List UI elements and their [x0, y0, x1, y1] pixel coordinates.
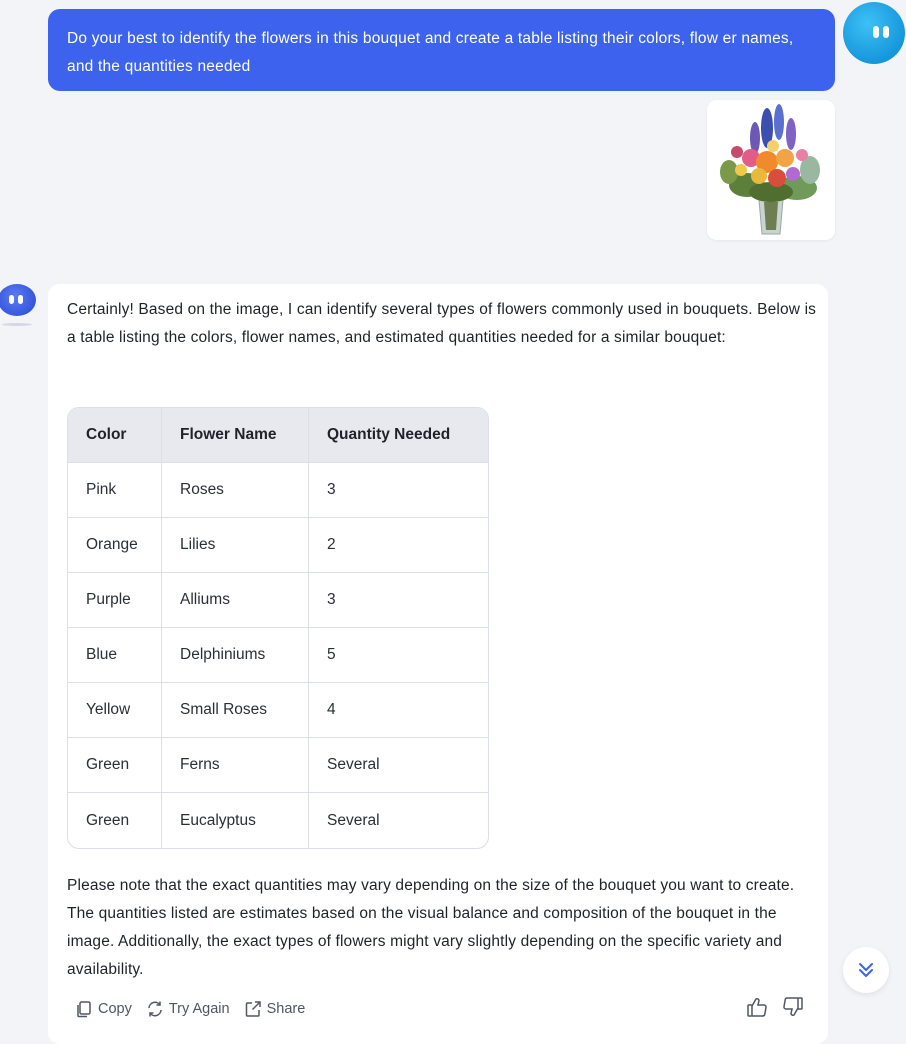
bot-avatar-shadow [2, 323, 32, 326]
thumbs-up-icon [746, 996, 768, 1018]
table-row [68, 573, 488, 628]
copy-label: Copy [98, 1001, 132, 1017]
user-avatar-icon[interactable] [843, 2, 905, 64]
double-chevron-down-icon [856, 960, 876, 980]
avatar-eye [9, 295, 14, 304]
try-again-button[interactable] [146, 1000, 230, 1018]
table-cell: Purple [68, 573, 162, 628]
thumbs-down-icon [782, 996, 804, 1018]
column-header-flower-name: Flower Name [162, 408, 309, 463]
table-cell: Alliums [162, 573, 309, 628]
user-message-text: Do your best to identify the flowers in this bouquet and create a table listing their colors, flow er names, and the quantities needed [67, 30, 794, 75]
table-cell: Several [309, 738, 488, 793]
table-cell: Roses [162, 463, 309, 518]
table-row [68, 463, 488, 518]
table-row [68, 628, 488, 683]
answer-note: Please note that the exact quantities may vary depending on the size of the bouquet you want to create. The quantities listed are estimates based on the visual balance and composition of the bouquet in the image. Additionally, the exact types of flowers might vary slightly depending on the specific variety and availability. [67, 877, 795, 978]
avatar-eye [883, 26, 889, 38]
thumbs-down-button[interactable] [782, 996, 804, 1018]
table-cell: Ferns [162, 738, 309, 793]
table-cell: Lilies [162, 518, 309, 573]
table-cell: Delphiniums [162, 628, 309, 683]
uploaded-image-card[interactable] [707, 100, 835, 240]
table-row [68, 738, 488, 793]
share-label: Share [266, 1001, 306, 1017]
share-button[interactable] [244, 1000, 306, 1018]
table-cell: Eucalyptus [162, 793, 309, 848]
avatar-eye [18, 295, 23, 304]
table-cell: Blue [68, 628, 162, 683]
table-cell: 5 [309, 628, 488, 683]
bot-avatar-icon [0, 284, 36, 316]
column-header-color: Color [68, 408, 162, 463]
table-cell: Small Roses [162, 683, 309, 738]
table-row [68, 518, 488, 573]
table-row [68, 793, 488, 848]
table-cell: Yellow [68, 683, 162, 738]
table-cell: Several [327, 811, 380, 829]
copy-icon [75, 1000, 93, 1018]
column-header-quantity: Quantity Needed [309, 408, 488, 463]
thumbs-up-button[interactable] [746, 996, 768, 1018]
share-icon [244, 1000, 262, 1018]
table-cell: 3 [309, 573, 488, 628]
message-actions [75, 998, 319, 1020]
table-cell: 3 [309, 463, 488, 518]
avatar-eye [873, 26, 879, 38]
table-cell: Orange [68, 518, 162, 573]
refresh-icon [146, 1000, 164, 1018]
assistant-message-card [48, 284, 828, 1044]
flower-table [67, 407, 489, 849]
answer-intro: Certainly! Based on the image, I can identify several types of flowers commonly used in bouquets. Below is a table listing the colors, flower names, and estimated quantities needed for a similar bouquet: [67, 301, 817, 346]
table-header-row [68, 408, 488, 463]
table-cell: Pink [68, 463, 162, 518]
copy-button[interactable] [75, 1000, 132, 1018]
table-cell: Green [68, 793, 162, 848]
user-message-bubble [48, 9, 835, 91]
bouquet-image [707, 100, 835, 240]
table-row [68, 683, 488, 738]
scroll-to-bottom-button[interactable] [843, 947, 889, 993]
table-cell: Green [68, 738, 162, 793]
try-again-label: Try Again [168, 1001, 230, 1017]
table-cell: 2 [309, 518, 488, 573]
table-cell: 4 [309, 683, 488, 738]
